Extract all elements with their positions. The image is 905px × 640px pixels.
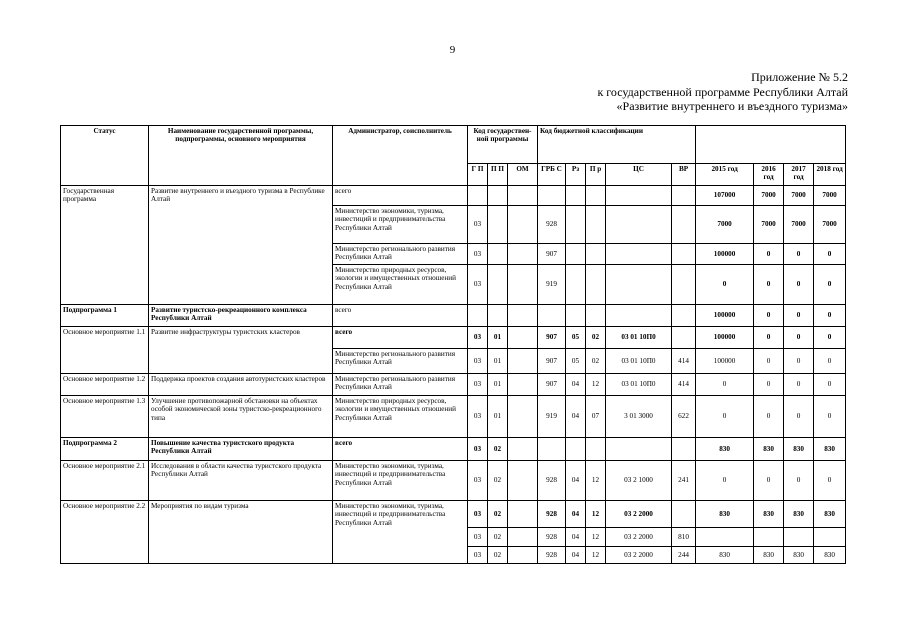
row-admin: Министерство экономики, туризма, инвестиций и предпринимательства Республики Алтай: [333, 501, 468, 564]
cell-2016: 0: [754, 461, 784, 501]
cell-vr: 241: [672, 461, 696, 501]
cell-2018: 0: [814, 461, 846, 501]
row-status: Основное мероприятие 2.2: [61, 501, 149, 564]
cell-2017: 830: [784, 501, 814, 528]
header-vr: ВР: [672, 164, 696, 186]
cell-pr: 07: [586, 396, 606, 438]
table-row: [61, 396, 846, 438]
cell-rz: 04: [566, 528, 586, 547]
header-pp: П П: [488, 164, 508, 186]
cell-2015: 100000: [696, 327, 754, 349]
cell-pp: 02: [488, 501, 508, 528]
cell-2018: 0: [814, 265, 846, 305]
header-gp-code: Код государствен-ной программы: [468, 126, 538, 164]
appendix-line-3: «Развитие внутреннего и въездного туризма»: [616, 99, 848, 113]
cell-2016: 7000: [754, 206, 784, 244]
table-row: [61, 327, 846, 349]
cell-2018: 0: [814, 244, 846, 265]
cell-gp: 03: [468, 206, 488, 244]
cell-2016: 830: [754, 438, 784, 461]
cell-pp: 01: [488, 396, 508, 438]
page-number: 9: [449, 44, 456, 56]
row-admin: всего: [333, 438, 468, 461]
cell-2016: 0: [754, 349, 784, 374]
cell-rz: 05: [566, 349, 586, 374]
row-name: Развитие туристско-рекреационного комплекса Республики Алтай: [149, 305, 333, 327]
table-row: [61, 374, 846, 396]
row-admin: всего: [333, 327, 468, 349]
cell-2015: 0: [696, 396, 754, 438]
header-om: ОМ: [508, 164, 538, 186]
cell-rz: 04: [566, 501, 586, 528]
header-row-1: [61, 126, 846, 164]
cell-vr: 622: [672, 396, 696, 438]
row-name: Мероприятия по видам туризма: [149, 501, 333, 564]
header-2015: 2015 год: [696, 164, 754, 186]
cell-gp: 03: [468, 244, 488, 265]
cell-2016: 0: [754, 265, 784, 305]
cell-grbs: 928: [538, 501, 566, 528]
cell-2017: 7000: [784, 206, 814, 244]
row-admin: Министерство экономики, туризма, инвестиций и предпринимательства Республики Алтай: [333, 206, 468, 244]
cell-gp: 03: [468, 438, 488, 461]
cell-grbs: 907: [538, 374, 566, 396]
cell-2017: 0: [784, 305, 814, 327]
cell-gp: 03: [468, 461, 488, 501]
cell-pp: 02: [488, 438, 508, 461]
cell-pp: 02: [488, 461, 508, 501]
cell-2016: 830: [754, 501, 784, 528]
cell-gp: 03: [468, 547, 488, 564]
row-name: Исследования в области качества туристского продукта Республики Алтай: [149, 461, 333, 501]
cell-pp: 01: [488, 374, 508, 396]
cell-rz: 04: [566, 396, 586, 438]
cell-rz: 04: [566, 374, 586, 396]
row-admin: Министерство регионального развития Республики Алтай: [333, 244, 468, 265]
row-status: Основное мероприятие 1.1: [61, 327, 149, 374]
table-row: [61, 501, 846, 528]
header-pr: П р: [586, 164, 606, 186]
cell-gp: 03: [468, 265, 488, 305]
table-row: [61, 186, 846, 206]
cell-2015: 830: [696, 501, 754, 528]
cell-cs: 03 01 10П0: [606, 349, 672, 374]
cell-gp: 03: [468, 349, 488, 374]
cell-2015: 830: [696, 547, 754, 564]
cell-2017: 0: [784, 327, 814, 349]
cell-2015: 0: [696, 265, 754, 305]
row-name: Развитие внутреннего и въездного туризма в Республике Алтай: [149, 186, 333, 305]
cell-2016: 830: [754, 547, 784, 564]
cell-2016: 0: [754, 396, 784, 438]
header-gp: Г П: [468, 164, 488, 186]
cell-pr: 02: [586, 327, 606, 349]
cell-gp: 03: [468, 374, 488, 396]
appendix-header: [597, 70, 848, 114]
header-empty: [696, 126, 846, 164]
table-row: [61, 305, 846, 327]
cell-grbs: 919: [538, 265, 566, 305]
cell-cs: 03 2 1000: [606, 461, 672, 501]
header-name: Наименование государственной программы, подпрограммы, основного мероприятия: [149, 126, 333, 186]
row-status: Государственная программа: [61, 186, 149, 305]
cell-2018: 830: [814, 501, 846, 528]
row-name: Улучшение противопожарной обстановки на объектах особой экономической зоны туристско-рекреационного типа: [149, 396, 333, 438]
cell-pp: 02: [488, 528, 508, 547]
cell-2017: 830: [784, 438, 814, 461]
cell-pp: 01: [488, 327, 508, 349]
cell-vr: 810: [672, 528, 696, 547]
cell-cs: 03 01 10П0: [606, 374, 672, 396]
cell-2018: 830: [814, 438, 846, 461]
cell-2018: 7000: [814, 206, 846, 244]
cell-gp: 03: [468, 396, 488, 438]
cell-2017: 0: [784, 374, 814, 396]
row-status: Подпрограмма 2: [61, 438, 149, 461]
cell-2015: 0: [696, 374, 754, 396]
row-name: Развитие инфраструктуры туристских кластеров: [149, 327, 333, 374]
cell-2018: 0: [814, 349, 846, 374]
cell-pr: 12: [586, 547, 606, 564]
cell-2016: 0: [754, 327, 784, 349]
cell-2015: 830: [696, 438, 754, 461]
cell-cs: 3 01 3000: [606, 396, 672, 438]
cell-cs: 03 2 2000: [606, 501, 672, 528]
row-admin: Министерство регионального развития Республики Алтай: [333, 374, 468, 396]
cell-rz: 04: [566, 461, 586, 501]
cell-2015: 0: [696, 461, 754, 501]
cell-2016: 0: [754, 374, 784, 396]
cell-2018: 830: [814, 547, 846, 564]
cell-vr: 244: [672, 547, 696, 564]
cell-grbs: 907: [538, 327, 566, 349]
table-row: [61, 438, 846, 461]
row-admin: всего: [333, 186, 468, 206]
cell-cs: 03 2 2000: [606, 547, 672, 564]
cell-pr: 12: [586, 461, 606, 501]
row-status: Основное мероприятие 1.3: [61, 396, 149, 438]
cell-grbs: 928: [538, 547, 566, 564]
cell-pr: 12: [586, 374, 606, 396]
row-status: Подпрограмма 1: [61, 305, 149, 327]
header-budget-code: Код бюджетной классификации: [538, 126, 696, 164]
cell-2018: 7000: [814, 186, 846, 206]
cell-pp: 01: [488, 349, 508, 374]
row-admin: Министерство регионального развития Республики Алтай: [333, 349, 468, 374]
cell-2016: 0: [754, 305, 784, 327]
cell-2018: 0: [814, 396, 846, 438]
cell-gp: 03: [468, 528, 488, 547]
cell-pr: 12: [586, 501, 606, 528]
header-cs: ЦС: [606, 164, 672, 186]
cell-2017: 830: [784, 547, 814, 564]
cell-grbs: 928: [538, 528, 566, 547]
cell-gp: 03: [468, 327, 488, 349]
header-status: Статус: [61, 126, 149, 186]
header-grbs: ГРБ С: [538, 164, 566, 186]
cell-2017: 0: [784, 461, 814, 501]
header-2018: 2018 год: [814, 164, 846, 186]
cell-rz: 04: [566, 547, 586, 564]
appendix-line-2: к государственной программе Республики Алтай: [597, 84, 848, 99]
cell-gp: 03: [468, 501, 488, 528]
cell-cs: 03 01 10П0: [606, 327, 672, 349]
cell-vr: 414: [672, 349, 696, 374]
row-admin: Министерство природных ресурсов, экологии и имущественных отношений Республики Алтай: [333, 396, 468, 438]
cell-2016: 0: [754, 244, 784, 265]
header-2017: 2017 год: [784, 164, 814, 186]
cell-2015: 107000: [696, 186, 754, 206]
row-status: Основное мероприятие 1.2: [61, 374, 149, 396]
row-status: Основное мероприятие 2.1: [61, 461, 149, 501]
header-2016: 2016 год: [754, 164, 784, 186]
cell-pr: 12: [586, 528, 606, 547]
cell-2017: 7000: [784, 186, 814, 206]
cell-grbs: 907: [538, 349, 566, 374]
budget-table: [60, 125, 846, 564]
cell-2015: 100000: [696, 244, 754, 265]
cell-cs: 03 2 2000: [606, 528, 672, 547]
table-row: [61, 461, 846, 501]
cell-grbs: 928: [538, 206, 566, 244]
cell-2018: 0: [814, 374, 846, 396]
row-admin: всего: [333, 305, 468, 327]
cell-grbs: 919: [538, 396, 566, 438]
row-name: Поддержка проектов создания автотуристских кластеров: [149, 374, 333, 396]
cell-2018: 0: [814, 327, 846, 349]
row-name: Повышение качества туристского продукта Республики Алтай: [149, 438, 333, 461]
header-admin: Администратор, соисполнитель: [333, 126, 468, 186]
row-admin: Министерство экономики, туризма, инвестиций и предпринимательства Республики Алтай: [333, 461, 468, 501]
cell-2017: 0: [784, 265, 814, 305]
row-admin: Министерство природных ресурсов, экологии и имущественных отношений Республики Алтай: [333, 265, 468, 305]
cell-2017: 0: [784, 396, 814, 438]
cell-2017: 0: [784, 244, 814, 265]
cell-2018: 0: [814, 305, 846, 327]
cell-grbs: 928: [538, 461, 566, 501]
cell-2016: 7000: [754, 186, 784, 206]
cell-2015: 100000: [696, 305, 754, 327]
appendix-line-1: Приложение № 5.2: [751, 70, 848, 84]
header-rz: Рз: [566, 164, 586, 186]
cell-rz: 05: [566, 327, 586, 349]
cell-2015: 7000: [696, 206, 754, 244]
cell-vr: 414: [672, 374, 696, 396]
cell-pp: 02: [488, 547, 508, 564]
cell-2017: 0: [784, 349, 814, 374]
cell-2015: 100000: [696, 349, 754, 374]
cell-grbs: 907: [538, 244, 566, 265]
cell-pr: 02: [586, 349, 606, 374]
